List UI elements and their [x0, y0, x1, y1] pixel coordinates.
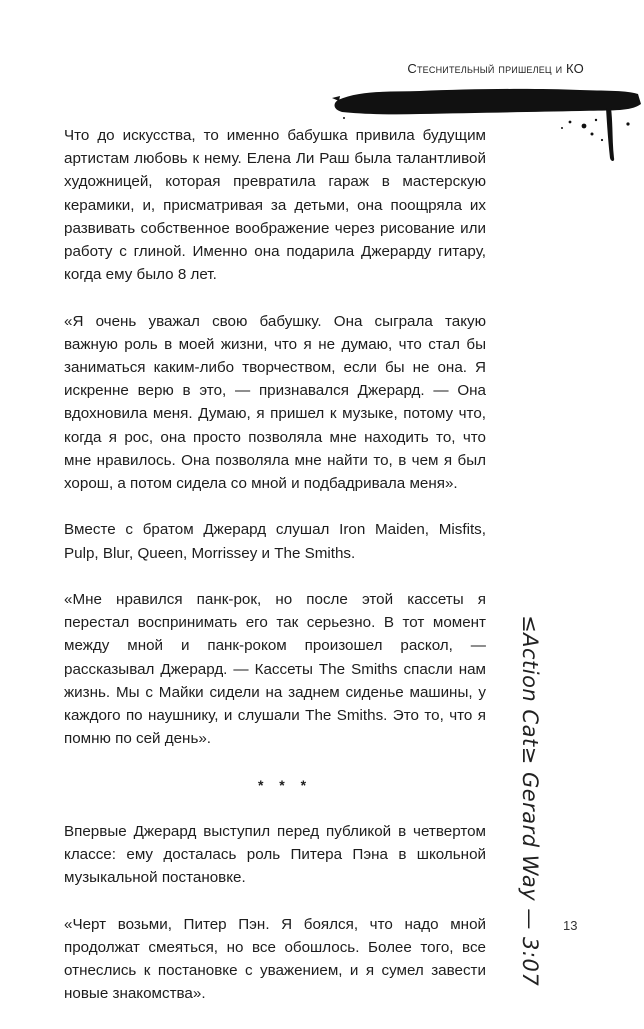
- page-number: 13: [563, 918, 578, 933]
- section-separator: * * *: [257, 776, 313, 793]
- body-text: [64, 124, 486, 1029]
- paragraph-quote-smiths: «Мне нравился панк-рок, но после этой кассеты я перестал воспринимать его так серьезно. В тот момент между мной и панк-роком произошел раскол, — рассказывал Джерард. — Кассеты The Smiths спасли нам жизнь. Мы с Майки сидели на заднем сиденье машины, у каждого по наушнику, и слушали The Smiths. Это то, что я помню по сей день».: [64, 591, 486, 748]
- running-header: Стеснительный пришелец и КО: [407, 61, 584, 76]
- paragraph-bands: Вместе с братом Джерард слушал Iron Maiden, Misfits, Pulp, Blur, Queen, Morrissey и The Smiths.: [64, 521, 486, 562]
- side-note-handwritten: ≤Action Cat≥ Gerard Way — 3:07: [518, 615, 542, 987]
- paragraph-first-performance: Впервые Джерард выступил перед публикой в четвертом классе: ему досталась роль Питера Пэна в школьной музыкальной постановке.: [64, 822, 486, 887]
- paragraph-quote-grandmother: «Я очень уважал свою бабушку. Она сыграла такую важную роль в моей жизни, что я не думаю, что стал бы заниматься каким-либо творчеством, если бы не она. Я искренне верю в это, — признавался Джерард. — Она вдохновила меня. Думаю, я пришел к музыке, потому что, когда я рос, она просто позволяла мне находить то, что мне нравилось. Она позволяла мне найти то, в чем я был хорош, а потом сидела со мной и подбадривала меня».: [64, 312, 486, 493]
- paragraph-grandmother-art: Что до искусства, то именно бабушка привила будущим артистам любовь к нему. Елена Ли Раш была талантливой художницей, которая превратила гараж в мастерскую керамики, и, присматривая за детьми, она поощряла их развивать собственное воображение через рисование или работу с глиной. Именно она подарила Джерарду гитару, когда ему было 8 лет.: [64, 127, 486, 284]
- paragraph-quote-peter-pan: «Черт возьми, Питер Пэн. Я боялся, что надо мной продолжат смеяться, но все обошлось. Более того, все отнеслись к постановке с уважением, и я сумел завести новые знакомства».: [64, 915, 486, 1003]
